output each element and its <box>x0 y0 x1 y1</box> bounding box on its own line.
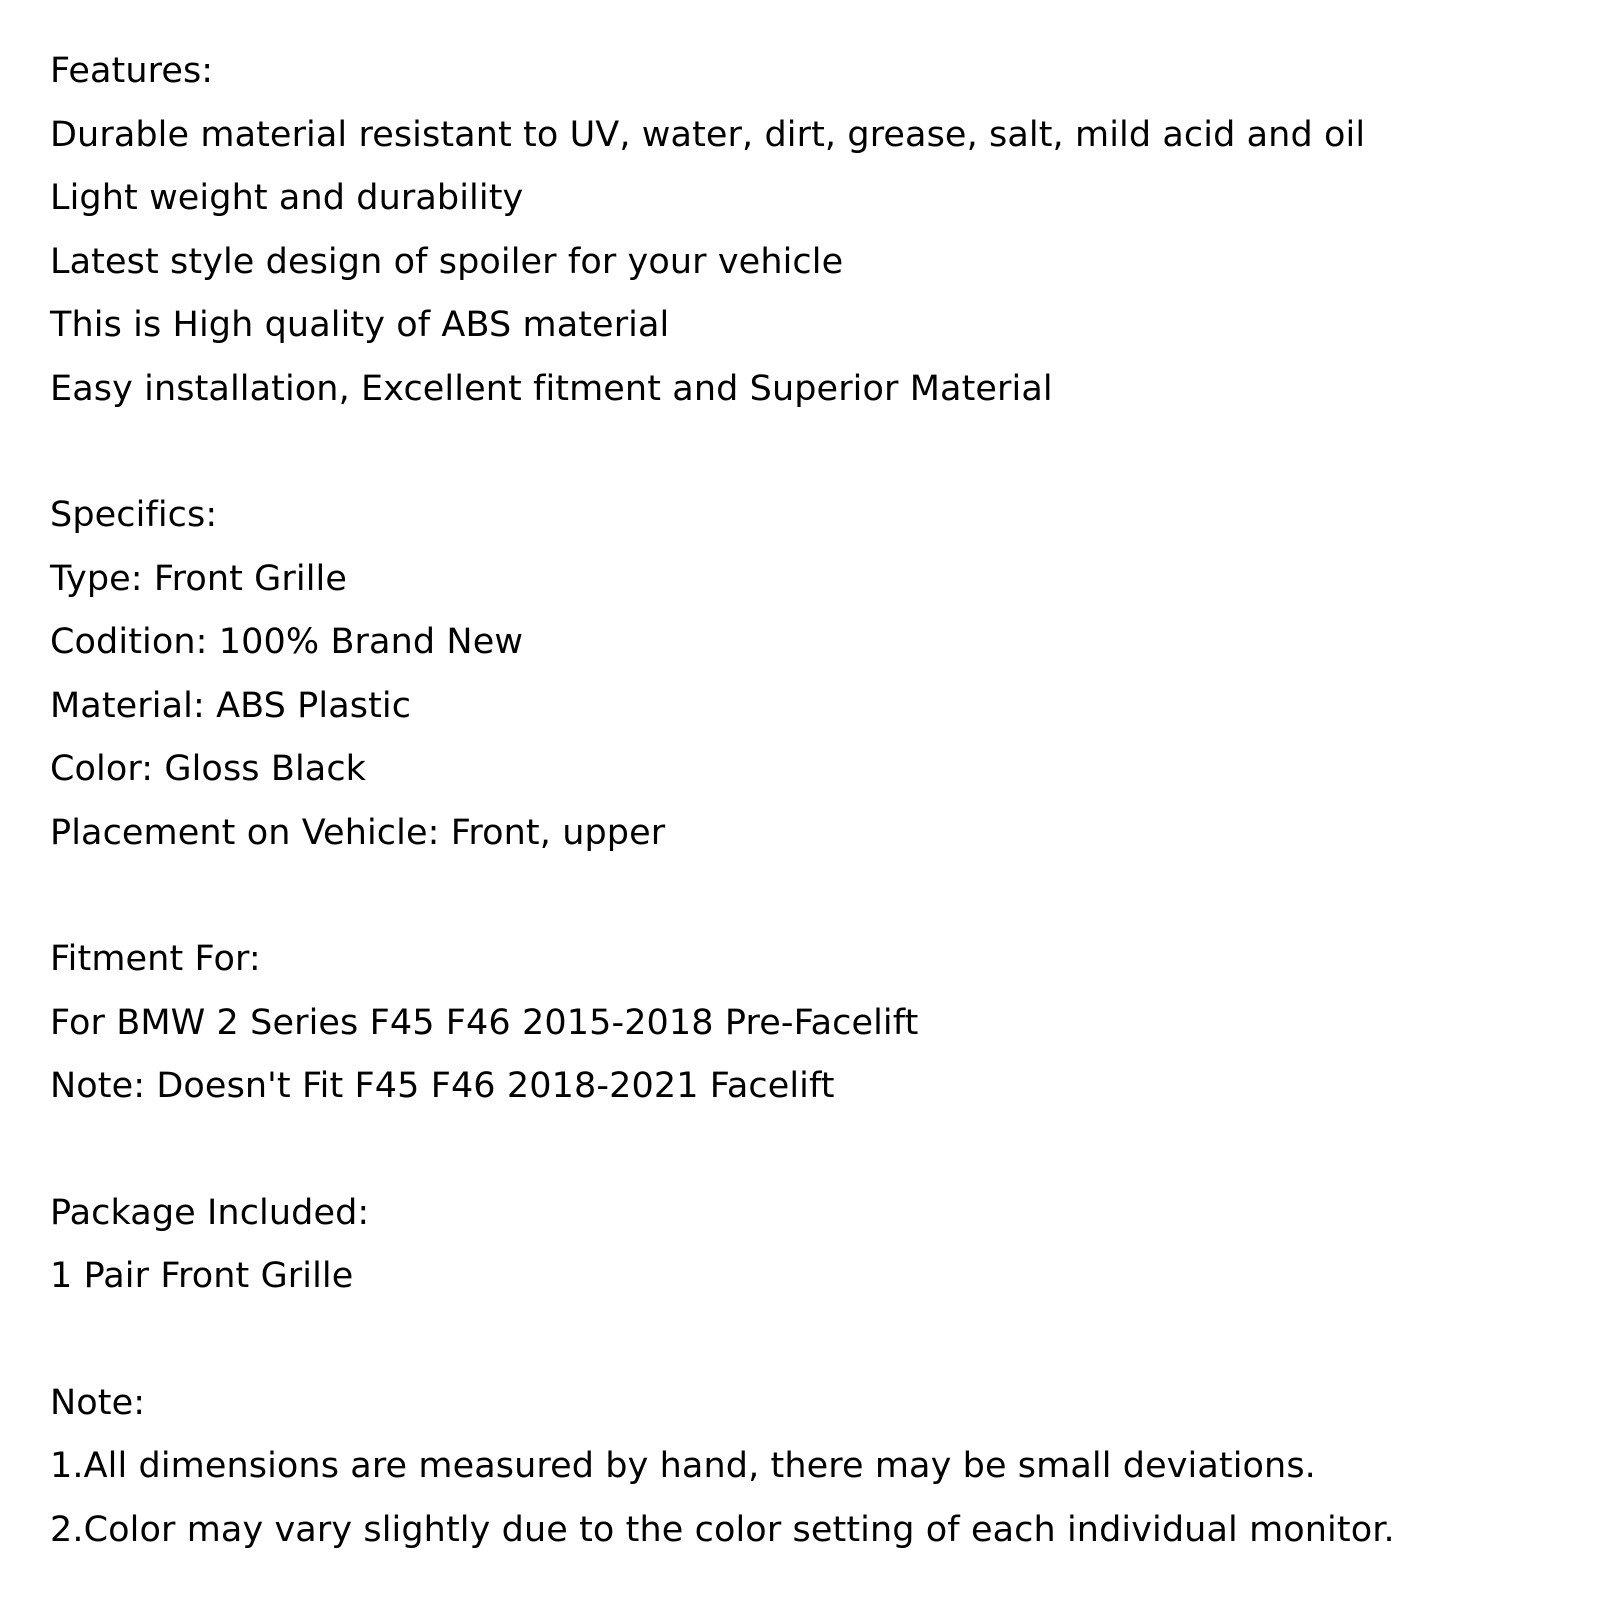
product-description <box>50 40 1570 1562</box>
features-heading: Features: <box>50 51 214 91</box>
specifics-line: Placement on Vehicle: Front, upper <box>50 812 666 853</box>
package-line: 1 Pair Front Grille <box>50 1256 354 1296</box>
specifics-heading: Specifics: <box>50 495 218 535</box>
fitment-section <box>50 928 1570 1119</box>
note-line: 2.Color may vary slightly due to the color setting of each individual monitor. <box>50 1509 1395 1550</box>
note-heading: Note: <box>50 1382 146 1423</box>
specifics-section <box>50 484 1570 865</box>
specifics-line: Color: Gloss Black <box>50 749 367 789</box>
feature-line: Easy installation, Excellent fitment and Superior Material <box>50 368 1053 409</box>
fitment-line: Note: Doesn't Fit F45 F46 2018-2021 Facelift <box>50 1066 835 1106</box>
feature-line: Light weight and durability <box>50 178 524 218</box>
package-section <box>50 1182 1570 1309</box>
feature-line: Durable material resistant to UV, water, dirt, grease, salt, mild acid and oil <box>50 114 1366 155</box>
package-heading: Package Included: <box>50 1192 370 1233</box>
fitment-heading: Fitment For: <box>50 939 261 979</box>
note-section <box>50 1372 1570 1563</box>
feature-line: Latest style design of spoiler for your vehicle <box>50 241 844 282</box>
specifics-line: Codition: 100% Brand New <box>50 622 524 662</box>
fitment-line: For BMW 2 Series F45 F46 2015-2018 Pre-Facelift <box>50 1002 919 1043</box>
specifics-line: Material: ABS Plastic <box>50 685 412 726</box>
note-line: 1.All dimensions are measured by hand, there may be small deviations. <box>50 1446 1316 1486</box>
feature-line: This is High quality of ABS material <box>50 305 670 345</box>
specifics-line: Type: Front Grille <box>50 558 347 599</box>
features-section <box>50 40 1570 421</box>
